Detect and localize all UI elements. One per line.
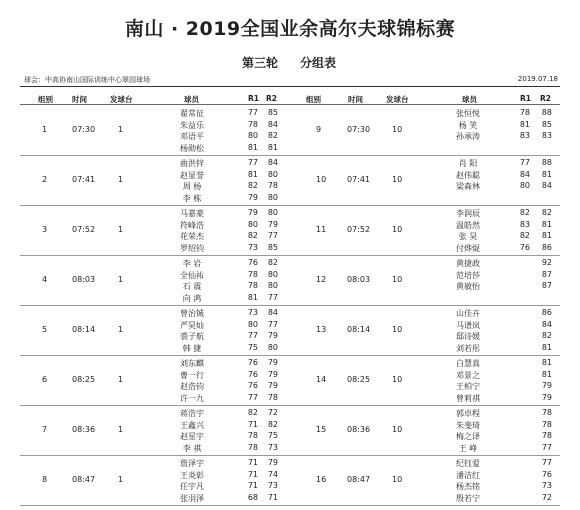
round2-score: 73 [267,442,278,452]
group-number: 4 [42,275,48,284]
player-name: 赵星宇 [180,432,204,442]
header-tee: 发球台 [110,95,133,104]
date-label: 2019.07.18 [517,75,558,83]
tee-time: 08:47 [72,475,96,484]
tee-time: 08:03 [72,275,96,284]
group-number: 8 [42,475,48,484]
tee-time: 07:52 [72,225,96,234]
round2-score: 79 [541,381,552,391]
tee-number: 10 [392,225,403,234]
tee-number: 10 [392,125,403,134]
group-separator [20,505,560,506]
player-name: 全仙祐 [180,270,204,280]
round2-score: 88 [541,108,552,117]
round1-score: 78 [247,431,258,441]
player-name: 赵显誉 [180,170,204,180]
tee-number: 1 [118,225,124,234]
group-number: 10 [316,175,327,184]
round2-score: 86 [541,308,552,317]
tee-number: 10 [392,475,403,484]
round1-score: 78 [247,442,258,452]
player-name: 李润辰 [456,209,480,218]
header-tee-right: 发球台 [386,95,409,104]
group-number: 2 [42,175,48,184]
header-r1: R1 [248,94,259,103]
round2-score: 76 [541,469,552,479]
player-name: 付烨焜 [456,243,480,253]
tee-number: 10 [392,375,403,384]
round2-score: 79 [267,381,278,391]
tee-time: 07:52 [347,225,371,234]
round2-score: 71 [267,492,278,502]
tee-number: 10 [392,425,403,434]
player-name: 刘东麒 [180,359,204,368]
round2-score: 84 [267,119,278,129]
round2-score: 87 [541,269,552,279]
round-label: 第三轮 [242,56,279,70]
round2-score: 77 [267,292,278,302]
tournament-title: 南山 · 2019全国业余高尔夫球锦标赛 [124,18,456,40]
player-name: 韩 捷 [182,343,202,353]
round1-score: 80 [247,219,258,229]
round1-score: 76 [247,258,258,267]
player-name: 曾治铖 [180,309,204,318]
tee-number: 1 [118,175,124,184]
round1-score: 80 [519,181,530,191]
tee-time: 08:03 [347,275,371,284]
round1-score: 78 [247,281,258,291]
player-name: 张 昊 [458,232,478,242]
player-name: 黄捷政 [456,259,480,268]
tee-number: 1 [118,275,124,284]
round1-score: 78 [247,269,258,279]
header-player: 球员 [184,95,199,104]
round2-score: 84 [267,308,278,317]
round1-score: 81 [519,119,530,129]
group-number: 15 [316,425,327,434]
tee-number: 1 [118,125,124,134]
group-number: 9 [316,125,322,134]
round1-score: 77 [247,108,258,117]
player-name: 曾莉祺 [456,393,480,403]
tee-time: 07:41 [347,175,371,184]
player-name: 李 栋 [182,193,202,203]
round1-score: 77 [519,158,530,167]
player-name: 王炎彰 [180,470,204,480]
round2-score: 78 [267,181,278,191]
group-separator [20,405,560,406]
round2-score: 81 [541,219,552,229]
player-name: 詹泽宇 [180,459,204,468]
header-bottom-rule [20,104,560,105]
player-name: 许一九 [180,393,204,403]
group-separator [20,205,560,206]
round1-score: 77 [247,331,258,341]
tee-number: 10 [392,325,403,334]
round2-score: 81 [541,369,552,379]
tee-time: 08:14 [347,325,371,334]
round2-score: 79 [267,458,278,467]
player-name: 杨 笑 [458,120,478,130]
round2-score: 78 [541,431,552,441]
group-number: 12 [316,275,327,284]
round1-score: 81 [247,169,258,179]
round1-score: 71 [247,469,258,479]
player-name: 马谱岚 [456,320,480,330]
round2-score: 86 [541,242,552,252]
round1-score: 77 [247,392,258,402]
round2-score: 80 [267,269,278,279]
group-number: 1 [42,125,48,134]
player-name: 纪钰爱 [456,459,480,468]
tee-time: 08:25 [347,375,371,384]
table-label: 分组表 [300,56,337,70]
round2-score: 79 [541,392,552,402]
round1-score: 84 [519,169,530,179]
round2-score: 79 [267,358,278,367]
round2-score: 75 [267,431,278,441]
player-name: 黄敏怡 [456,282,480,292]
round1-score: 73 [247,242,258,252]
player-name: 张恒悦 [456,109,480,118]
header-group: 组别 [38,95,53,104]
round2-score: 82 [267,258,278,267]
round2-score: 77 [267,319,278,329]
round1-score: 71 [247,458,258,467]
header-time: 时间 [72,95,87,104]
tee-time: 07:30 [347,125,371,134]
round2-score: 83 [541,131,552,141]
player-name: 曲洪锌 [180,159,204,168]
player-name: 范培莎 [456,270,480,280]
round1-score: 82 [247,181,258,191]
round1-score: 82 [519,208,530,217]
player-name: 邓景之 [456,370,480,380]
tee-number: 10 [392,275,403,284]
player-name: 朱斐琦 [456,420,480,430]
round2-score: 72 [541,492,552,502]
group-separator [20,355,560,356]
round2-score: 84 [541,319,552,329]
group-separator [20,455,560,456]
player-name: 潘洁红 [456,470,480,480]
header-group-right: 组别 [306,95,321,104]
player-name: 王鑫兴 [180,420,204,430]
round1-score: 79 [247,192,258,202]
round1-score: 68 [247,492,258,502]
round2-score: 80 [267,169,278,179]
player-name: 赵浩钧 [180,382,204,392]
header-r2: R2 [266,94,277,103]
group-number: 14 [316,375,327,384]
tee-time: 08:36 [72,425,96,434]
round2-score: 73 [541,481,552,491]
round2-score: 81 [541,358,552,367]
round1-score: 76 [247,358,258,367]
header-player-right: 球员 [462,95,477,104]
round1-score: 71 [247,481,258,491]
round2-score: 78 [541,419,552,429]
group-number: 13 [316,325,327,334]
player-name: 石 震 [182,282,202,292]
group-separator [20,255,560,256]
round2-score: 85 [541,119,552,129]
round1-score: 76 [519,242,530,252]
round2-score: 84 [541,181,552,191]
round2-score: 78 [541,408,552,417]
round1-score: 83 [519,219,530,229]
player-name: 山佳卉 [456,309,480,318]
round1-score: 82 [247,231,258,241]
player-name: 刘若彤 [456,343,480,353]
round2-score: 85 [267,108,278,117]
round1-score: 79 [247,208,258,217]
player-name: 曹一行 [180,370,204,380]
round1-score: 78 [519,108,530,117]
round2-score: 77 [541,442,552,452]
player-name: 邸诗媛 [456,332,480,342]
tee-time: 08:14 [72,325,96,334]
round2-score: 81 [541,342,552,352]
player-name: 李 祺 [182,443,202,453]
player-name: 蒋浩宇 [180,409,204,418]
round2-score: 72 [267,408,278,417]
player-name: 王 峥 [458,443,478,453]
round1-score: 75 [247,342,258,352]
header-r2-right: R2 [540,94,551,103]
player-name: 杨勋松 [180,143,204,153]
group-number: 3 [42,225,48,234]
tee-time: 08:25 [72,375,96,384]
player-name: 杨杰铭 [456,482,480,492]
header-time-right: 时间 [348,95,363,104]
round2-score: 85 [267,242,278,252]
round1-score: 81 [247,142,258,152]
round2-score: 73 [267,481,278,491]
round1-score: 80 [247,319,258,329]
round2-score: 78 [267,392,278,402]
player-name: 向 鸿 [182,293,202,303]
round2-score: 80 [267,208,278,217]
round2-score: 82 [541,208,552,217]
player-name: 张羽泽 [180,493,204,503]
round1-score: 80 [247,131,258,141]
player-name: 肖 阳 [458,159,478,168]
round2-score: 81 [541,169,552,179]
round2-score: 79 [267,369,278,379]
tee-number: 1 [118,475,124,484]
tee-number: 1 [118,425,124,434]
venue-label: 球会：中高协南山国际训练中心翠园球场 [24,76,150,84]
round2-score: 82 [267,419,278,429]
group-number: 6 [42,375,48,384]
round1-score: 71 [247,419,258,429]
player-name: 罗绍钧 [180,243,204,253]
round2-score: 88 [541,158,552,167]
player-name: 李 岩 [182,259,202,268]
round1-score: 82 [247,408,258,417]
round1-score: 78 [247,119,258,129]
round2-score: 77 [267,231,278,241]
group-number: 7 [42,425,48,434]
player-name: 符峰浩 [180,220,204,230]
player-name: 朱益乐 [180,120,204,130]
round1-score: 82 [519,231,530,241]
player-name: 孙承涛 [456,132,480,142]
round2-score: 81 [541,231,552,241]
player-name: 任宇凡 [180,482,204,492]
round1-score: 76 [247,381,258,391]
tee-number: 1 [118,325,124,334]
player-name: 梁森林 [456,182,480,192]
player-name: 温皓然 [456,220,480,230]
player-name: 邓语平 [180,132,204,142]
tee-time: 08:47 [347,475,371,484]
round2-score: 74 [267,469,278,479]
tee-time: 07:41 [72,175,96,184]
player-name: 殷若宁 [456,493,480,503]
group-separator [20,155,560,156]
round1-score: 77 [247,158,258,167]
header-r1-right: R1 [520,94,531,103]
player-name: 马嘉豪 [180,209,204,218]
round2-score: 79 [267,219,278,229]
round2-score: 82 [267,131,278,141]
round1-score: 81 [247,292,258,302]
group-separator [20,305,560,306]
group-number: 16 [316,475,327,484]
tee-number: 1 [118,375,124,384]
player-name: 王柏宁 [456,382,480,392]
tee-time: 08:36 [347,425,371,434]
player-name: 赵伟聪 [456,170,480,180]
tee-number: 10 [392,175,403,184]
round2-score: 92 [541,258,552,267]
round2-score: 80 [267,281,278,291]
round1-score: 73 [247,308,258,317]
round2-score: 81 [267,142,278,152]
player-name: 花荣杰 [180,232,204,242]
player-name: 裘子航 [180,332,204,342]
round2-score: 84 [267,158,278,167]
group-number: 11 [316,225,327,234]
header-top-rule [20,86,560,87]
round2-score: 77 [541,458,552,467]
round2-score: 87 [541,281,552,291]
player-name: 白慧真 [456,359,480,368]
tee-time: 07:30 [72,125,96,134]
player-name: 翟常征 [180,109,204,118]
round1-score: 76 [247,369,258,379]
round1-score: 83 [519,131,530,141]
group-number: 5 [42,325,48,334]
round2-score: 80 [267,342,278,352]
round2-score: 80 [267,192,278,202]
player-name: 严昊灿 [180,320,204,330]
player-name: 梅之译 [456,432,480,442]
round2-score: 82 [541,331,552,341]
player-name: 周 杨 [182,182,202,192]
player-name: 郭卓程 [456,409,480,418]
round2-score: 79 [267,331,278,341]
